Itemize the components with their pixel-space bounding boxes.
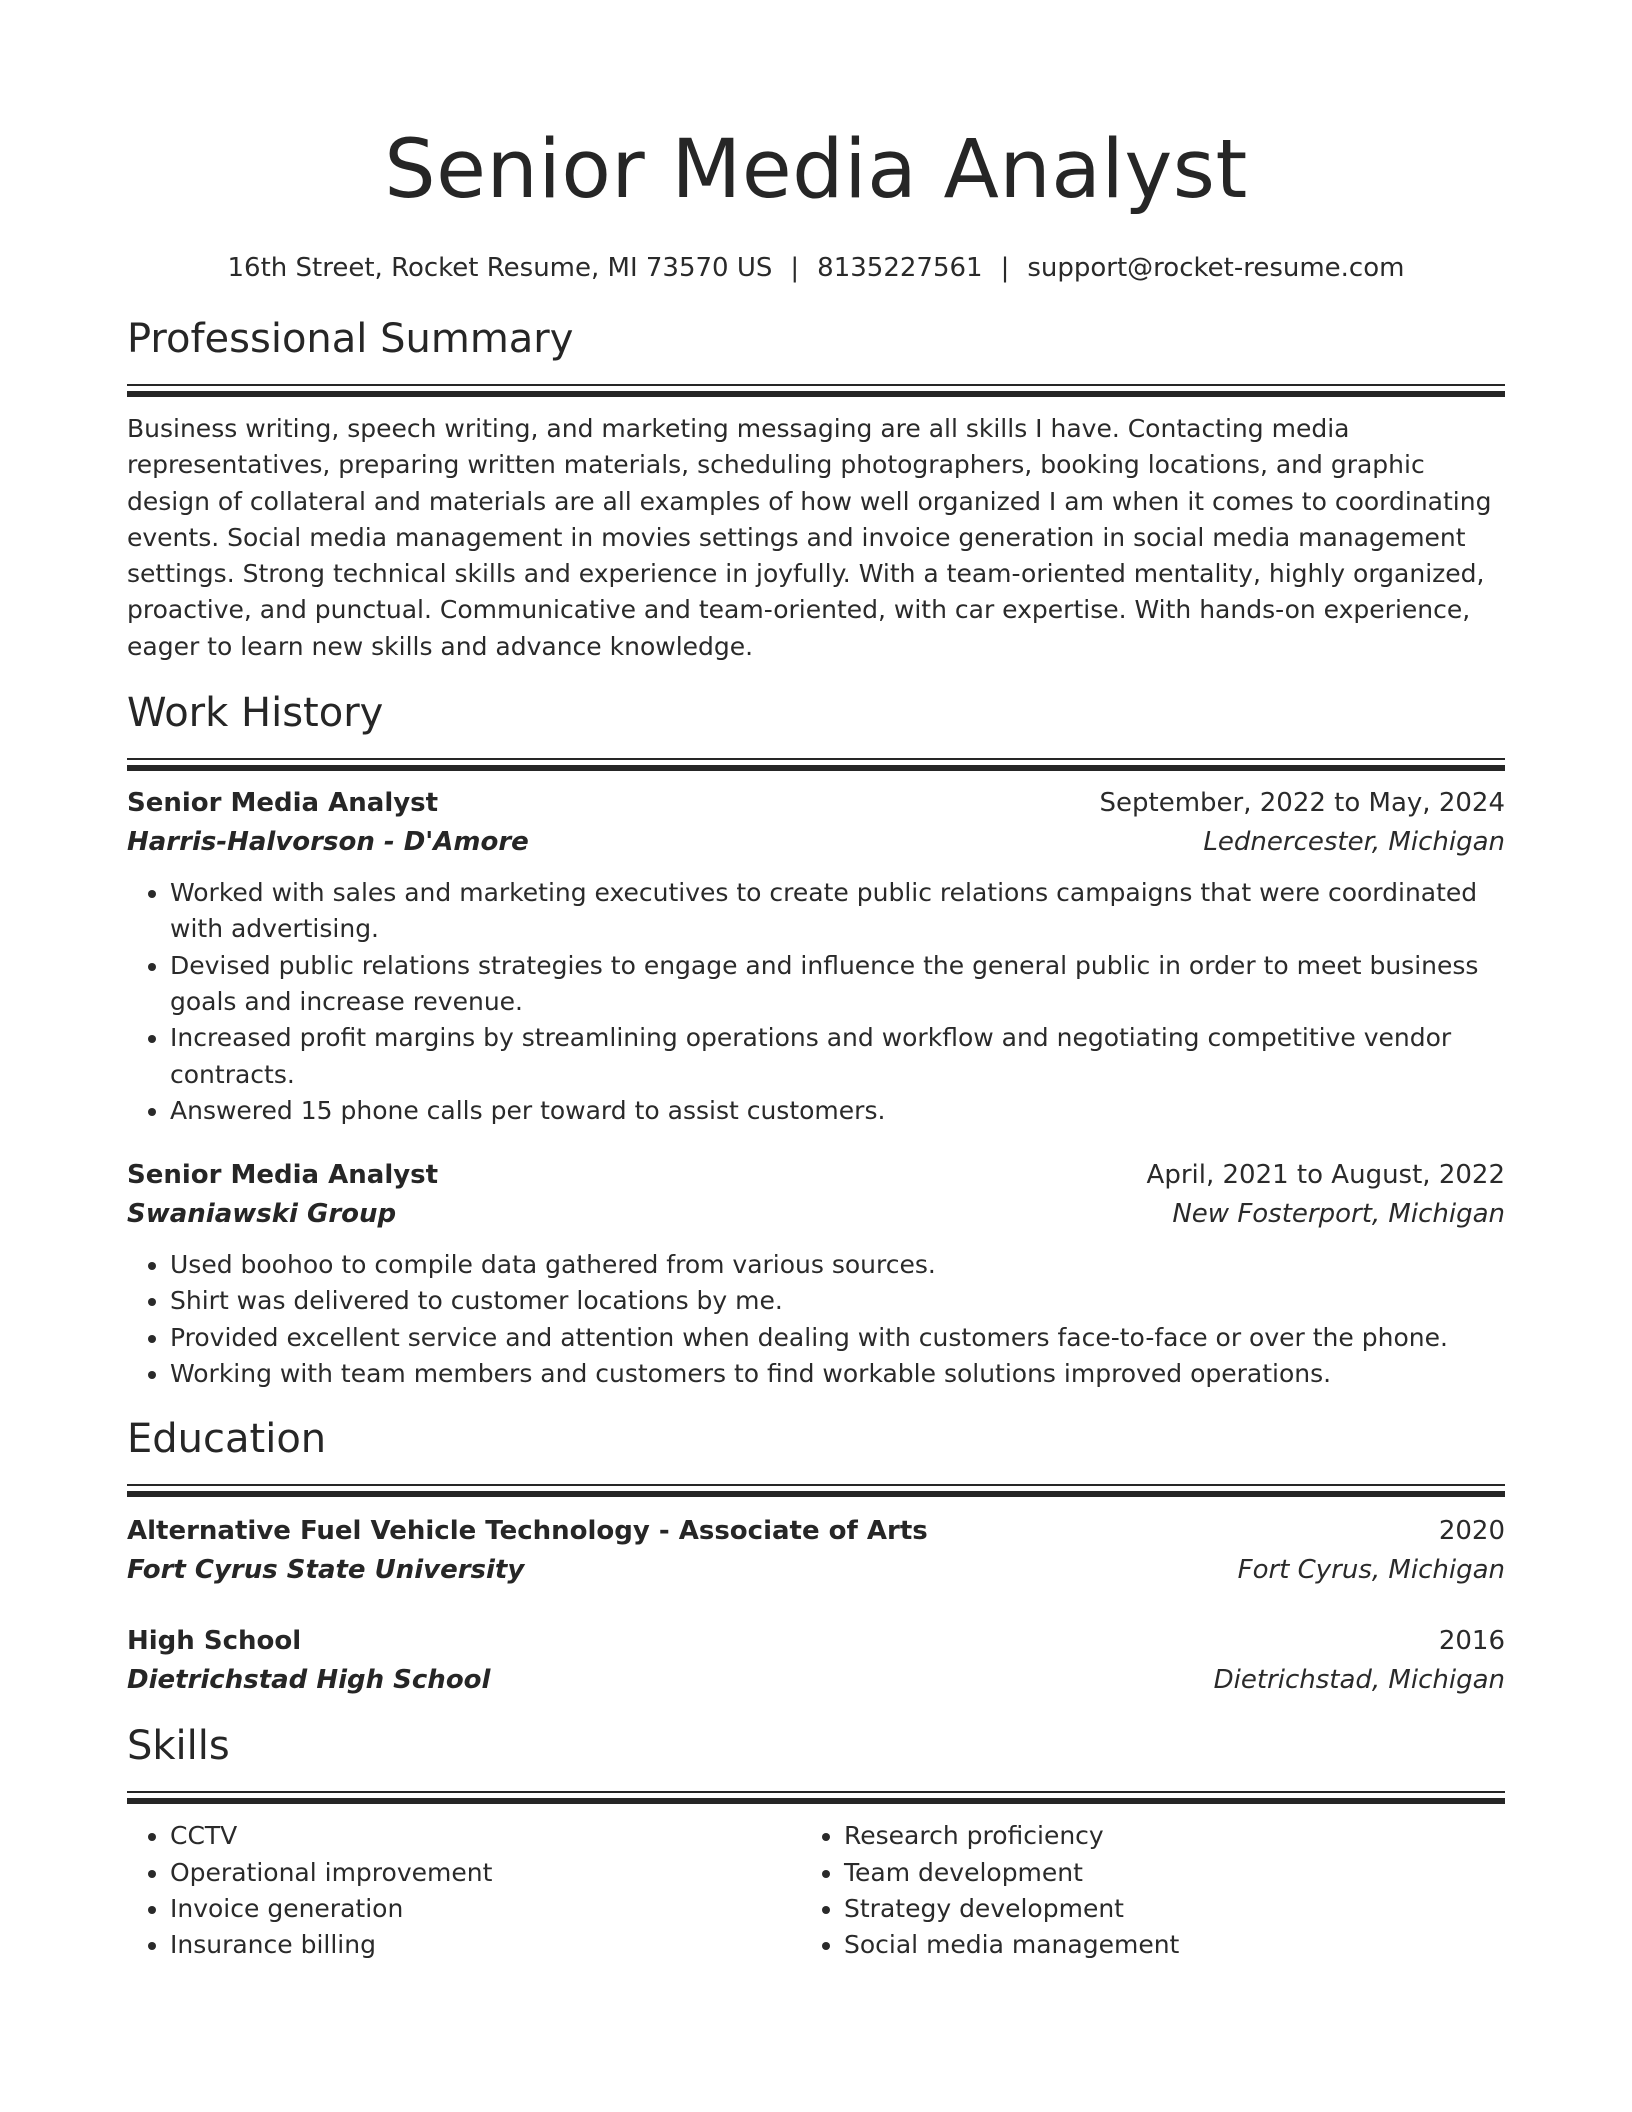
list-item: • Devised public relations strategies to engage and influence the general public in order to meet business goals and increase revenue. [170, 948, 1505, 1021]
education-entry [127, 1511, 1505, 1589]
section-divider [127, 1791, 1505, 1793]
section-divider [127, 1484, 1505, 1486]
job-company: Swaniawski Group [127, 1199, 397, 1230]
section-divider [127, 391, 1505, 397]
job-title: Senior Media Analyst [127, 1160, 439, 1191]
school-name: Dietrichstad High School [127, 1665, 491, 1696]
degree-title: High School [127, 1626, 302, 1657]
skill-item: • Strategy development [844, 1891, 1475, 1927]
work-history-section [127, 688, 1505, 1392]
job-company: Harris-Halvorson - D'Amore [127, 827, 529, 858]
summary-heading: Professional Summary [127, 316, 574, 362]
contact-line [127, 250, 1505, 286]
skills-list-right [801, 1818, 1475, 1963]
skill-item: • Team development [844, 1855, 1475, 1891]
summary-text: Business writing, speech writing, and marketing messaging are all skills I have. Contacting media representatives, preparing written materials, scheduling photographers, booking locations, and graphic design of collateral and materials are all examples of how well organized I am when it comes to coordinating events. Social media management in movies settings and invoice generation in social media management settings. Strong technical skills and experience in joyfully. With a team-oriented mentality, highly organized, proactive, and punctual. Communicative and team-oriented, with car expertise. With hands-on experience, eager to learn new skills and advance knowledge. [127, 414, 1492, 661]
section-divider [127, 384, 1505, 386]
degree-year: 2020 [1438, 1516, 1505, 1547]
skill-item: • CCTV [170, 1818, 801, 1854]
education-entry [127, 1621, 1505, 1699]
contact-address: 16th Street, Rocket Resume, MI 73570 US [227, 253, 773, 283]
job-entry [127, 1155, 1505, 1392]
job-entry [127, 783, 1505, 1129]
section-divider [127, 1798, 1505, 1804]
list-item: • Working with team members and customers to find workable solutions improved operations. [170, 1356, 1505, 1392]
list-item: • Shirt was delivered to customer locations by me. [170, 1283, 1505, 1319]
list-item: • Worked with sales and marketing executives to create public relations campaigns that were coordinated with advertising. [170, 875, 1505, 948]
contact-phone: 8135227561 [817, 253, 983, 283]
list-item: • Increased profit margins by streamlining operations and workflow and negotiating competitive vendor contracts. [170, 1020, 1505, 1093]
skill-item: • Research proficiency [844, 1818, 1475, 1854]
education-heading: Education [127, 1416, 327, 1463]
school-location: Fort Cyrus, Michigan [1237, 1555, 1505, 1586]
list-item: • Provided excellent service and attention when dealing with customers face-to-face or over the phone. [170, 1320, 1505, 1356]
job-location: Lednercester, Michigan [1203, 827, 1505, 858]
contact-separator: | [1000, 253, 1010, 283]
work-history-heading: Work History [127, 690, 384, 737]
section-divider [127, 765, 1505, 771]
resume-title: Senior Media Analyst [384, 123, 1248, 217]
contact-separator: | [790, 253, 800, 283]
section-divider [127, 758, 1505, 760]
skills-list-left [127, 1818, 801, 1963]
job-dates: April, 2021 to August, 2022 [1146, 1160, 1505, 1191]
education-section [127, 1414, 1505, 1699]
list-item: • Used boohoo to compile data gathered from various sources. [170, 1247, 1505, 1283]
degree-year: 2016 [1438, 1626, 1505, 1657]
job-location: New Fosterport, Michigan [1172, 1199, 1505, 1230]
skill-item: • Invoice generation [170, 1891, 801, 1927]
school-name: Fort Cyrus State University [127, 1555, 525, 1586]
skills-heading: Skills [127, 1723, 230, 1770]
degree-title: Alternative Fuel Vehicle Technology - Associate of Arts [127, 1516, 928, 1547]
school-location: Dietrichstad, Michigan [1213, 1665, 1505, 1696]
job-bullets [127, 875, 1505, 1129]
skills-columns [127, 1818, 1505, 1963]
skill-item: • Social media management [844, 1927, 1475, 1963]
list-item: • Answered 15 phone calls per toward to assist customers. [170, 1093, 1505, 1129]
job-title: Senior Media Analyst [127, 788, 439, 819]
job-dates: September, 2022 to May, 2024 [1099, 788, 1505, 819]
summary-section [127, 314, 1505, 665]
section-divider [127, 1491, 1505, 1497]
job-bullets [127, 1247, 1505, 1392]
skill-item: • Insurance billing [170, 1927, 801, 1963]
skills-section [127, 1721, 1505, 1963]
skill-item: • Operational improvement [170, 1855, 801, 1891]
contact-email[interactable]: support@rocket-resume.com [1027, 253, 1405, 283]
